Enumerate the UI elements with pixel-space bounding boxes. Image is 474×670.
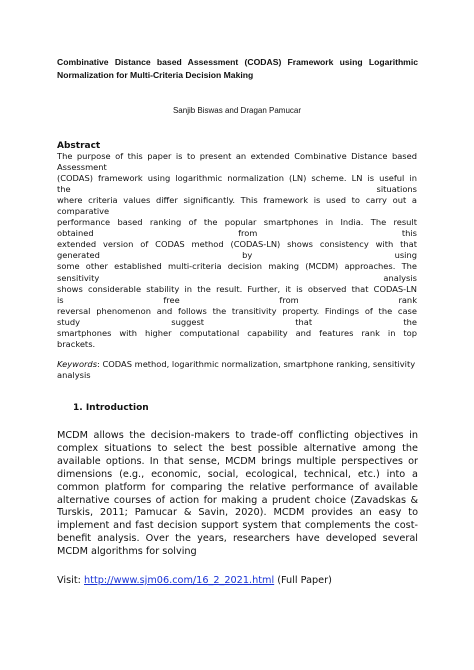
abstract-line: shows considerable stability in the result. Further, it is observed that CODAS-LN [57,283,417,294]
abstract-line: is free from rank [57,294,417,305]
section-heading-introduction: 1. Introduction [73,403,149,413]
paper-title: Combinative Distance based Assessment (CODAS) Framework using Logarithmic Normalization for Multi-Criteria Decision Making [57,57,418,80]
abstract-line: generated by using [57,250,417,261]
keywords [57,359,417,381]
abstract-line: obtained from this [57,228,417,239]
visit-line [57,575,437,587]
abstract-line: The purpose of this paper is to present an extended Combinative Distance based [57,151,417,161]
abstract-heading: Abstract [57,141,101,151]
visit-suffix: (Full Paper) [274,575,332,586]
abstract-line: comparative [57,206,110,217]
abstract-line: smartphones with higher computational capability and features rank in top [57,327,417,338]
abstract-line: some other established multi-criteria decision making (MCDM) approaches. The [57,261,417,272]
full-paper-link[interactable]: http://www.sjm06.com/16_2_2021.html [84,575,275,586]
abstract-body [57,151,417,350]
abstract-line: (CODAS) framework using logarithmic normalization (LN) scheme. LN is useful in [57,173,417,184]
abstract-line: performance based ranking of the popular smartphones in India. The result [57,217,417,228]
abstract-line: sensitivity analysis [57,272,417,283]
abstract-line: Assessment [57,162,107,173]
abstract-line: reversal phenomenon and follows the transitivity property. Findings of the case [57,305,417,316]
visit-label: Visit: [57,575,84,586]
abstract-line: where criteria values differ significantly. This framework is used to carry out a [57,195,417,206]
abstract-line: brackets. [57,338,96,349]
introduction-paragraph: MCDM allows the decision-makers to trade-off conflicting objectives in complex situations to select the best possible alternative among the available options. In that sense, MCDM brings multiple perspectives or dimensions (e.g., economic, social, ecological, technical, etc.) into a common platform for comparing the relative performance of available alternative courses of action for making a prudent choice (Zavadskas & Turskis, 2011; Pamucar & Savin, 2020). MCDM provides an easy to implement and fast decision support system that complements the cost-benefit analysis. Over the years, researchers have developed several MCDM algorithms for solving [57,430,418,558]
abstract-line: the situations [57,184,417,195]
keywords-label: Keywords [57,359,98,369]
abstract-line: study suggest that the [57,316,417,327]
abstract-line: extended version of CODAS method (CODAS-LN) shows consistency with that [57,239,417,250]
keywords-text: : CODAS method, logarithmic normalization, smartphone ranking, sensitivity analysis [57,359,416,381]
paper-authors: Sanjib Biswas and Dragan Pamucar [172,106,302,115]
